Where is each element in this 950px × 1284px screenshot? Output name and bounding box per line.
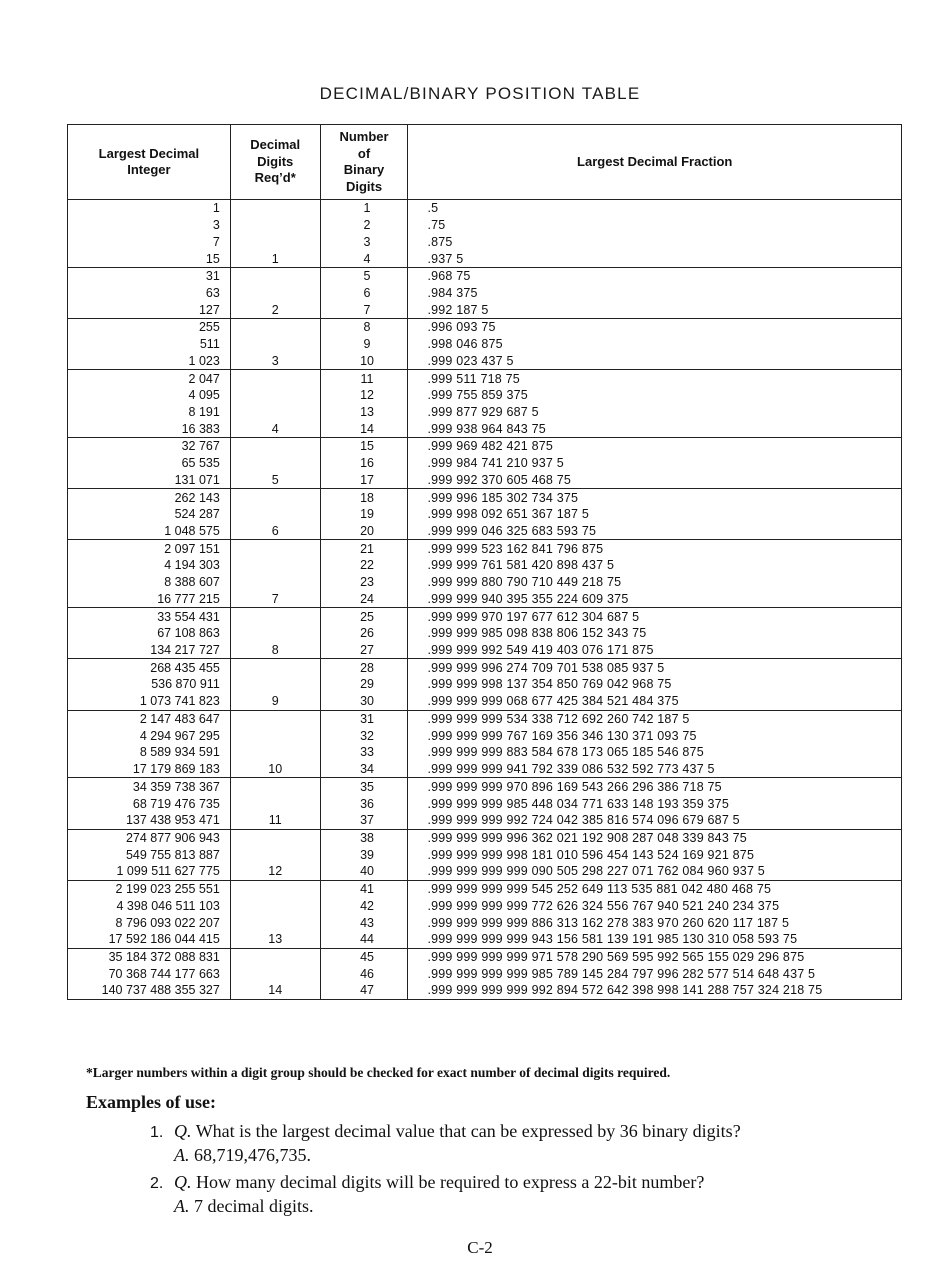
- decimal-digits-cell: 14: [230, 982, 320, 999]
- table-row: [68, 523, 902, 540]
- example-item: [150, 1120, 741, 1167]
- table-row: [68, 267, 902, 284]
- binary-digits-cell: 4: [320, 250, 408, 267]
- example-item: [150, 1171, 704, 1218]
- largest-decimal-integer-cell: 2 097 151: [68, 540, 231, 557]
- largest-decimal-fraction-cell: .875: [408, 233, 902, 250]
- decimal-digits-cell: [230, 387, 320, 404]
- header-line: Digits: [345, 178, 383, 194]
- largest-decimal-fraction-cell: .999 999 999 068 677 425 384 521 484 375: [408, 693, 902, 710]
- largest-decimal-fraction-cell: .999 999 999 534 338 712 692 260 742 187 5: [408, 710, 902, 727]
- header-line: Digits: [257, 153, 294, 169]
- table-row: [68, 250, 902, 267]
- largest-decimal-integer-cell: 134 217 727: [68, 642, 231, 659]
- binary-digits-cell: 12: [320, 387, 408, 404]
- table-row: [68, 676, 902, 693]
- largest-decimal-fraction-cell: .999 999 996 274 709 701 538 085 937 5: [408, 659, 902, 676]
- page-title: DECIMAL/BINARY POSITION TABLE: [319, 84, 641, 103]
- example-answer-line: [150, 1144, 741, 1167]
- binary-digits-cell: 27: [320, 642, 408, 659]
- binary-digits-cell: 23: [320, 574, 408, 591]
- decimal-digits-cell: 1: [230, 250, 320, 267]
- table-row: [68, 404, 902, 421]
- example-question-line: [150, 1120, 741, 1144]
- decimal-digits-cell: [230, 914, 320, 931]
- largest-decimal-integer-cell: 1 099 511 627 775: [68, 863, 231, 880]
- largest-decimal-fraction-cell: .999 999 999 985 448 034 771 633 148 193 359 375: [408, 795, 902, 812]
- binary-digits-cell: 2: [320, 217, 408, 234]
- decimal-digits-cell: [230, 319, 320, 336]
- table-row: [68, 897, 902, 914]
- binary-digits-cell: 32: [320, 727, 408, 744]
- largest-decimal-fraction-cell: .999 999 999 998 181 010 596 454 143 524 169 921 875: [408, 846, 902, 863]
- largest-decimal-integer-cell: 16 777 215: [68, 591, 231, 608]
- header-line: Binary: [343, 162, 385, 177]
- table-row: [68, 965, 902, 982]
- decimal-digits-cell: 9: [230, 693, 320, 710]
- answer-label: A.: [174, 1145, 190, 1165]
- binary-digits-cell: 14: [320, 420, 408, 437]
- table-row: [68, 727, 902, 744]
- header-line: Number: [339, 129, 389, 144]
- header-line: Largest Decimal: [98, 145, 200, 161]
- decimal-digits-cell: [230, 727, 320, 744]
- decimal-digits-cell: [230, 965, 320, 982]
- largest-decimal-integer-cell: 511: [68, 336, 231, 353]
- table-row: [68, 693, 902, 710]
- binary-digits-cell: 34: [320, 761, 408, 778]
- largest-decimal-fraction-cell: .999 999 999 999 886 313 162 278 383 970 260 620 117 187 5: [408, 914, 902, 931]
- largest-decimal-fraction-cell: .998 046 875: [408, 336, 902, 353]
- binary-digits-cell: 6: [320, 285, 408, 302]
- decimal-digits-cell: [230, 438, 320, 455]
- largest-decimal-fraction-cell: .999 755 859 375: [408, 387, 902, 404]
- largest-decimal-fraction-cell: .999 999 999 767 169 356 346 130 371 093 75: [408, 727, 902, 744]
- table-row: [68, 200, 902, 217]
- binary-digits-cell: 47: [320, 982, 408, 999]
- binary-digits-cell: 22: [320, 557, 408, 574]
- largest-decimal-fraction-cell: .999 999 999 992 724 042 385 816 574 096 679 687 5: [408, 812, 902, 829]
- largest-decimal-fraction-cell: .999 999 999 999 090 505 298 227 071 762 084 960 937 5: [408, 863, 902, 880]
- examples-heading: Examples of use:: [86, 1092, 216, 1112]
- decimal-digits-cell: 12: [230, 863, 320, 880]
- decimal-digits-cell: [230, 285, 320, 302]
- decimal-digits-cell: [230, 880, 320, 897]
- question-label: Q.: [174, 1121, 192, 1141]
- decimal-digits-cell: [230, 625, 320, 642]
- decimal-digits-cell: 8: [230, 642, 320, 659]
- largest-decimal-integer-cell: 15: [68, 250, 231, 267]
- largest-decimal-integer-cell: 34 359 738 367: [68, 778, 231, 795]
- largest-decimal-integer-cell: 7: [68, 233, 231, 250]
- binary-digits-cell: 39: [320, 846, 408, 863]
- largest-decimal-fraction-cell: .999 999 999 970 896 169 543 266 296 386 718 75: [408, 778, 902, 795]
- largest-decimal-integer-cell: 65 535: [68, 455, 231, 472]
- table-row: [68, 540, 902, 557]
- decimal-digits-cell: [230, 217, 320, 234]
- largest-decimal-fraction-cell: .999 969 482 421 875: [408, 438, 902, 455]
- largest-decimal-fraction-cell: .999 992 370 605 468 75: [408, 472, 902, 489]
- largest-decimal-fraction-cell: .996 093 75: [408, 319, 902, 336]
- largest-decimal-integer-cell: 8 191: [68, 404, 231, 421]
- largest-decimal-integer-cell: 127: [68, 301, 231, 318]
- binary-digits-cell: 35: [320, 778, 408, 795]
- table-row: [68, 880, 902, 897]
- largest-decimal-fraction-cell: .999 999 999 996 362 021 192 908 287 048 339 843 75: [408, 829, 902, 846]
- binary-digits-cell: 5: [320, 267, 408, 284]
- binary-digits-cell: 24: [320, 591, 408, 608]
- largest-decimal-fraction-cell: .75: [408, 217, 902, 234]
- binary-digits-cell: 30: [320, 693, 408, 710]
- binary-digits-cell: 10: [320, 352, 408, 369]
- largest-decimal-fraction-cell: .999 999 940 395 355 224 609 375: [408, 591, 902, 608]
- header-line: Decimal: [250, 137, 301, 153]
- decimal-digits-cell: [230, 336, 320, 353]
- decimal-digits-cell: 13: [230, 931, 320, 948]
- decimal-binary-position-table: [67, 124, 902, 1000]
- binary-digits-cell: 7: [320, 301, 408, 318]
- binary-digits-cell: 38: [320, 829, 408, 846]
- header-number-of-binary-digits: [320, 125, 408, 200]
- largest-decimal-integer-cell: 16 383: [68, 420, 231, 437]
- binary-digits-cell: 3: [320, 233, 408, 250]
- decimal-digits-cell: 7: [230, 591, 320, 608]
- question-text: What is the largest decimal value that can be expressed by 36 binary digits?: [195, 1121, 741, 1141]
- binary-digits-cell: 41: [320, 880, 408, 897]
- decimal-digits-cell: [230, 404, 320, 421]
- largest-decimal-integer-cell: 32 767: [68, 438, 231, 455]
- largest-decimal-fraction-cell: .999 999 999 999 772 626 324 556 767 940 521 240 234 375: [408, 897, 902, 914]
- largest-decimal-integer-cell: 4 095: [68, 387, 231, 404]
- answer-text: 68,719,476,735.: [194, 1145, 311, 1165]
- decimal-digits-cell: 6: [230, 523, 320, 540]
- largest-decimal-integer-cell: 1 023: [68, 352, 231, 369]
- table-row: [68, 778, 902, 795]
- table-row: [68, 812, 902, 829]
- largest-decimal-integer-cell: 3: [68, 217, 231, 234]
- binary-digits-cell: 44: [320, 931, 408, 948]
- largest-decimal-integer-cell: 536 870 911: [68, 676, 231, 693]
- binary-digits-cell: 46: [320, 965, 408, 982]
- table-row: [68, 914, 902, 931]
- largest-decimal-integer-cell: 274 877 906 943: [68, 829, 231, 846]
- binary-digits-cell: 1: [320, 200, 408, 217]
- largest-decimal-fraction-cell: .937 5: [408, 250, 902, 267]
- largest-decimal-fraction-cell: .999 511 718 75: [408, 370, 902, 387]
- decimal-digits-cell: [230, 795, 320, 812]
- largest-decimal-fraction-cell: .999 999 999 941 792 339 086 532 592 773 437 5: [408, 761, 902, 778]
- decimal-digits-cell: [230, 370, 320, 387]
- binary-digits-cell: 17: [320, 472, 408, 489]
- table-row: [68, 795, 902, 812]
- largest-decimal-integer-cell: 67 108 863: [68, 625, 231, 642]
- largest-decimal-integer-cell: 1 073 741 823: [68, 693, 231, 710]
- largest-decimal-integer-cell: 63: [68, 285, 231, 302]
- largest-decimal-fraction-cell: .999 999 046 325 683 593 75: [408, 523, 902, 540]
- binary-digits-cell: 16: [320, 455, 408, 472]
- largest-decimal-fraction-cell: .999 999 999 999 971 578 290 569 595 992 565 155 029 296 875: [408, 948, 902, 965]
- table-row: [68, 472, 902, 489]
- example-question-line: [150, 1171, 704, 1195]
- binary-digits-cell: 36: [320, 795, 408, 812]
- largest-decimal-integer-cell: 2 147 483 647: [68, 710, 231, 727]
- largest-decimal-fraction-cell: .999 999 985 098 838 806 152 343 75: [408, 625, 902, 642]
- table-row: [68, 438, 902, 455]
- largest-decimal-integer-cell: 4 398 046 511 103: [68, 897, 231, 914]
- table-row: [68, 387, 902, 404]
- largest-decimal-fraction-cell: .999 999 999 999 943 156 581 139 191 985 130 310 058 593 75: [408, 931, 902, 948]
- table-row: [68, 642, 902, 659]
- table-row: [68, 710, 902, 727]
- largest-decimal-fraction-cell: .999 984 741 210 937 5: [408, 455, 902, 472]
- decimal-digits-cell: [230, 659, 320, 676]
- decimal-digits-cell: [230, 455, 320, 472]
- table-row: [68, 948, 902, 965]
- header-line: of: [357, 145, 371, 161]
- largest-decimal-integer-cell: 262 143: [68, 489, 231, 506]
- header-decimal-digits-required: [230, 125, 320, 200]
- table-row: [68, 285, 902, 302]
- table-header-row: [68, 125, 902, 200]
- decimal-digits-cell: [230, 608, 320, 625]
- largest-decimal-integer-cell: 549 755 813 887: [68, 846, 231, 863]
- table-row: [68, 863, 902, 880]
- binary-digits-cell: 25: [320, 608, 408, 625]
- header-line: Req’d*: [254, 170, 296, 186]
- binary-digits-cell: 42: [320, 897, 408, 914]
- binary-digits-cell: 43: [320, 914, 408, 931]
- decimal-digits-cell: 5: [230, 472, 320, 489]
- page-number: C-2: [467, 1238, 493, 1257]
- largest-decimal-integer-cell: 524 287: [68, 506, 231, 523]
- largest-decimal-integer-cell: 8 388 607: [68, 574, 231, 591]
- table-row: [68, 557, 902, 574]
- table-row: [68, 625, 902, 642]
- table-row: [68, 506, 902, 523]
- largest-decimal-fraction-cell: .999 999 999 883 584 678 173 065 185 546 875: [408, 744, 902, 761]
- table-row: [68, 352, 902, 369]
- example-number: 1.: [150, 1124, 164, 1141]
- answer-label: A.: [174, 1196, 190, 1216]
- table-row: [68, 931, 902, 948]
- answer-text: 7 decimal digits.: [194, 1196, 314, 1216]
- largest-decimal-integer-cell: 255: [68, 319, 231, 336]
- largest-decimal-fraction-cell: .999 999 880 790 710 449 218 75: [408, 574, 902, 591]
- question-text: How many decimal digits will be required to express a 22-bit number?: [196, 1172, 705, 1192]
- binary-digits-cell: 33: [320, 744, 408, 761]
- table-row: [68, 233, 902, 250]
- decimal-digits-cell: [230, 540, 320, 557]
- largest-decimal-fraction-cell: .999 999 970 197 677 612 304 687 5: [408, 608, 902, 625]
- largest-decimal-integer-cell: 35 184 372 088 831: [68, 948, 231, 965]
- decimal-digits-cell: [230, 846, 320, 863]
- decimal-digits-cell: [230, 897, 320, 914]
- largest-decimal-fraction-cell: .999 999 761 581 420 898 437 5: [408, 557, 902, 574]
- binary-digits-cell: 45: [320, 948, 408, 965]
- decimal-digits-cell: [230, 829, 320, 846]
- largest-decimal-integer-cell: 8 796 093 022 207: [68, 914, 231, 931]
- table-row: [68, 217, 902, 234]
- decimal-digits-cell: [230, 233, 320, 250]
- largest-decimal-integer-cell: 2 199 023 255 551: [68, 880, 231, 897]
- decimal-digits-cell: 2: [230, 301, 320, 318]
- largest-decimal-integer-cell: 68 719 476 735: [68, 795, 231, 812]
- decimal-digits-cell: [230, 267, 320, 284]
- largest-decimal-integer-cell: 131 071: [68, 472, 231, 489]
- table-row: [68, 829, 902, 846]
- largest-decimal-integer-cell: 268 435 455: [68, 659, 231, 676]
- largest-decimal-fraction-cell: .999 998 092 651 367 187 5: [408, 506, 902, 523]
- table-body: [68, 200, 902, 1000]
- footnote: *Larger numbers within a digit group should be checked for exact number of decimal digits required.: [86, 1065, 671, 1080]
- binary-digits-cell: 18: [320, 489, 408, 506]
- decimal-digits-cell: [230, 574, 320, 591]
- binary-digits-cell: 20: [320, 523, 408, 540]
- table-row: [68, 846, 902, 863]
- table-row: [68, 982, 902, 999]
- largest-decimal-fraction-cell: .999 999 999 999 545 252 649 113 535 881 042 480 468 75: [408, 880, 902, 897]
- header-largest-decimal-fraction: Largest Decimal Fraction: [408, 125, 902, 200]
- largest-decimal-fraction-cell: .999 999 992 549 419 403 076 171 875: [408, 642, 902, 659]
- largest-decimal-integer-cell: 1: [68, 200, 231, 217]
- decimal-digits-cell: [230, 489, 320, 506]
- table-row: [68, 591, 902, 608]
- binary-digits-cell: 19: [320, 506, 408, 523]
- largest-decimal-fraction-cell: .999 999 523 162 841 796 875: [408, 540, 902, 557]
- largest-decimal-integer-cell: 70 368 744 177 663: [68, 965, 231, 982]
- decimal-digits-cell: [230, 506, 320, 523]
- table-row: [68, 455, 902, 472]
- largest-decimal-integer-cell: 31: [68, 267, 231, 284]
- binary-digits-cell: 11: [320, 370, 408, 387]
- table-row: [68, 489, 902, 506]
- largest-decimal-integer-cell: 4 194 303: [68, 557, 231, 574]
- decimal-digits-cell: [230, 744, 320, 761]
- largest-decimal-fraction-cell: .992 187 5: [408, 301, 902, 318]
- largest-decimal-integer-cell: 4 294 967 295: [68, 727, 231, 744]
- table-row: [68, 608, 902, 625]
- header-largest-decimal-integer: [68, 125, 231, 200]
- decimal-digits-cell: [230, 200, 320, 217]
- largest-decimal-integer-cell: 1 048 575: [68, 523, 231, 540]
- decimal-digits-cell: 3: [230, 352, 320, 369]
- binary-digits-cell: 40: [320, 863, 408, 880]
- largest-decimal-integer-cell: 2 047: [68, 370, 231, 387]
- largest-decimal-fraction-cell: .999 877 929 687 5: [408, 404, 902, 421]
- largest-decimal-fraction-cell: .984 375: [408, 285, 902, 302]
- largest-decimal-fraction-cell: .5: [408, 200, 902, 217]
- largest-decimal-fraction-cell: .999 999 998 137 354 850 769 042 968 75: [408, 676, 902, 693]
- decimal-digits-cell: [230, 948, 320, 965]
- example-answer-line: [150, 1195, 704, 1218]
- table-row: [68, 336, 902, 353]
- decimal-digits-cell: [230, 710, 320, 727]
- largest-decimal-integer-cell: 8 589 934 591: [68, 744, 231, 761]
- table-row: [68, 744, 902, 761]
- table-row: [68, 319, 902, 336]
- largest-decimal-integer-cell: 17 179 869 183: [68, 761, 231, 778]
- largest-decimal-fraction-cell: .999 996 185 302 734 375: [408, 489, 902, 506]
- largest-decimal-integer-cell: 33 554 431: [68, 608, 231, 625]
- table-row: [68, 761, 902, 778]
- question-label: Q.: [174, 1172, 192, 1192]
- decimal-digits-cell: 4: [230, 420, 320, 437]
- binary-digits-cell: 29: [320, 676, 408, 693]
- binary-digits-cell: 28: [320, 659, 408, 676]
- largest-decimal-integer-cell: 17 592 186 044 415: [68, 931, 231, 948]
- table-row: [68, 420, 902, 437]
- decimal-digits-cell: [230, 778, 320, 795]
- table-row: [68, 301, 902, 318]
- decimal-digits-cell: [230, 676, 320, 693]
- table-row: [68, 370, 902, 387]
- decimal-digits-cell: [230, 557, 320, 574]
- table-row: [68, 574, 902, 591]
- largest-decimal-fraction-cell: .999 938 964 843 75: [408, 420, 902, 437]
- binary-digits-cell: 37: [320, 812, 408, 829]
- binary-digits-cell: 15: [320, 438, 408, 455]
- binary-digits-cell: 21: [320, 540, 408, 557]
- binary-digits-cell: 8: [320, 319, 408, 336]
- header-line: Integer: [127, 162, 171, 177]
- binary-digits-cell: 9: [320, 336, 408, 353]
- binary-digits-cell: 26: [320, 625, 408, 642]
- decimal-digits-cell: 10: [230, 761, 320, 778]
- binary-digits-cell: 13: [320, 404, 408, 421]
- largest-decimal-integer-cell: 140 737 488 355 327: [68, 982, 231, 999]
- largest-decimal-fraction-cell: .999 023 437 5: [408, 352, 902, 369]
- largest-decimal-fraction-cell: .999 999 999 999 992 894 572 642 398 998 141 288 757 324 218 75: [408, 982, 902, 999]
- example-number: 2.: [150, 1175, 164, 1192]
- largest-decimal-fraction-cell: .968 75: [408, 267, 902, 284]
- largest-decimal-integer-cell: 137 438 953 471: [68, 812, 231, 829]
- table-row: [68, 659, 902, 676]
- largest-decimal-fraction-cell: .999 999 999 999 985 789 145 284 797 996 282 577 514 648 437 5: [408, 965, 902, 982]
- binary-digits-cell: 31: [320, 710, 408, 727]
- decimal-digits-cell: 11: [230, 812, 320, 829]
